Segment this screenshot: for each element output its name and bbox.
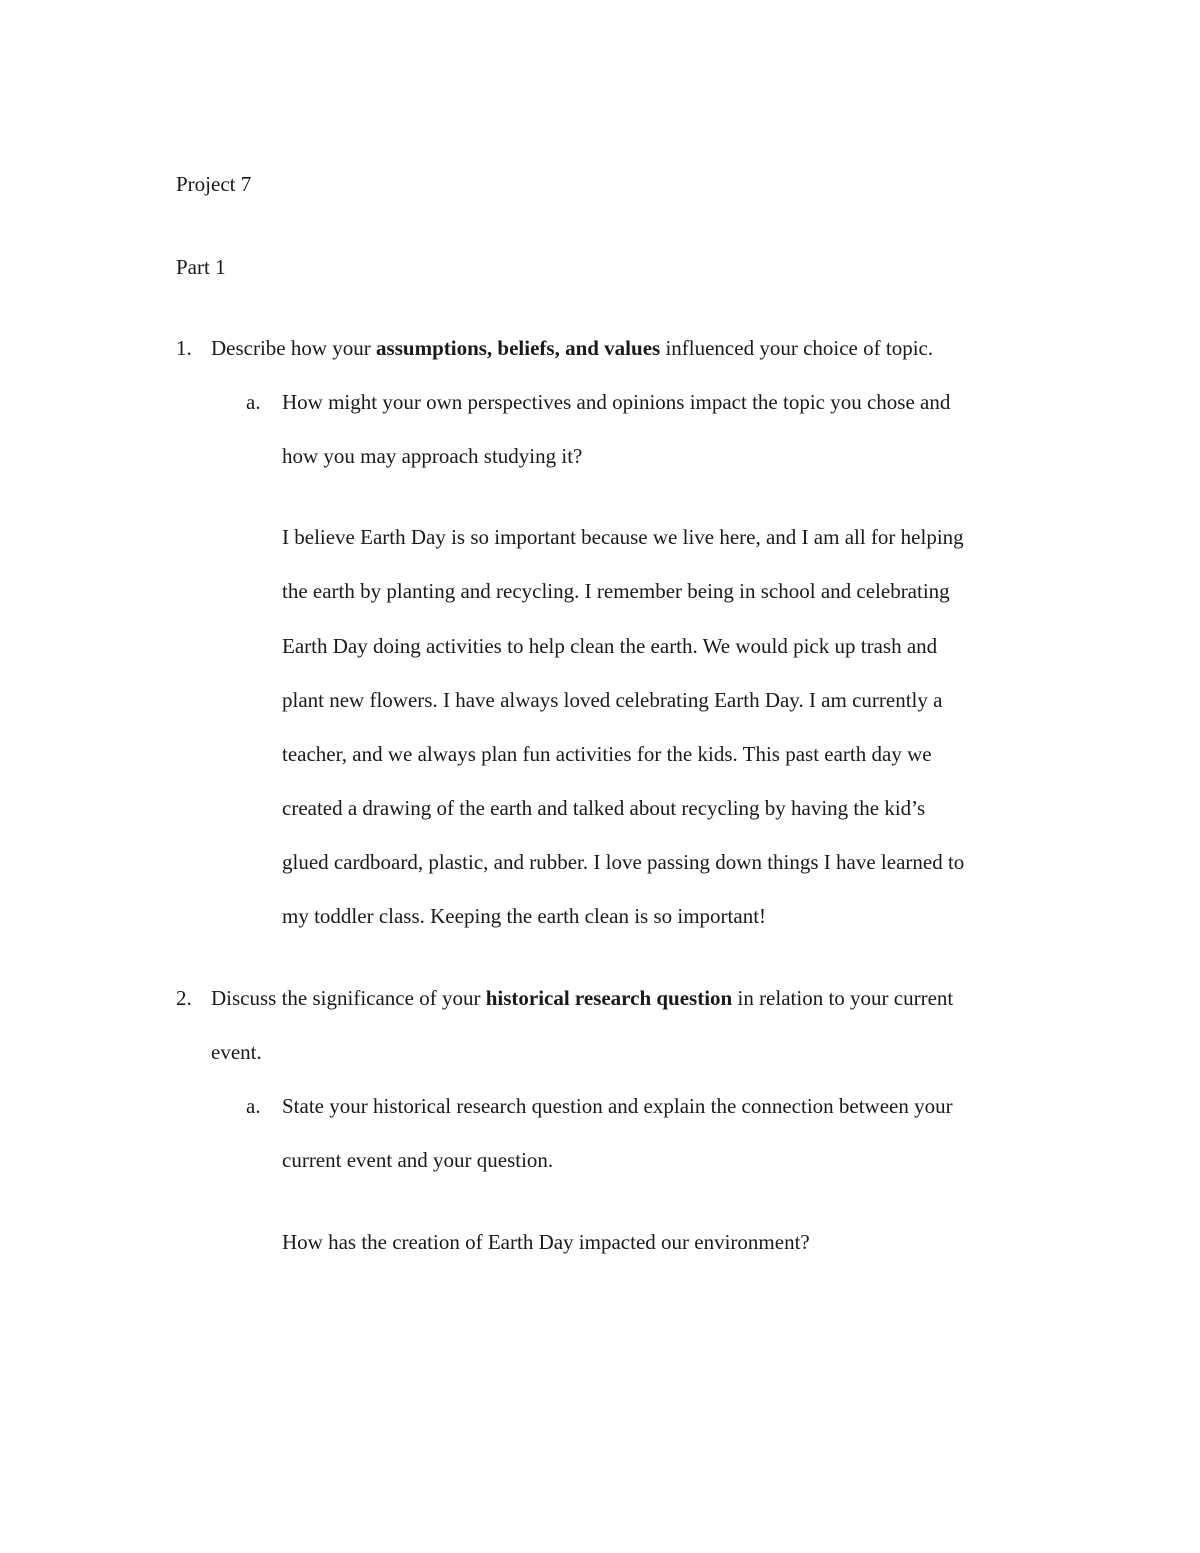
q2-sub-a-line: State your historical research question and explain the connection between your [282,1094,953,1118]
q2-answer-line: How has the creation of Earth Day impacted our environment? [282,1230,810,1254]
section-heading: Part 1 [176,255,226,279]
q1-answer-line: the earth by planting and recycling. I remember being in school and celebrating [282,579,950,603]
q1-text-pre: Describe how your [211,336,377,360]
q1-sub-a-letter: a. [246,390,261,414]
q2-text-pre: Discuss the significance of your [211,986,486,1010]
q2-text-line2: event. [211,1040,262,1064]
q1-text [211,335,933,361]
q2-sub-a-line: current event and your question. [282,1148,554,1172]
q2-number: 2. [176,986,192,1010]
q1-answer-line: Earth Day doing activities to help clean the earth. We would pick up trash and [282,634,938,658]
document-title: Project 7 [176,172,252,196]
q1-answer-line: plant new flowers. I have always loved celebrating Earth Day. I am currently a [282,688,943,712]
q2-text-post: in relation to your current [732,986,954,1010]
q1-text-bold: assumptions, beliefs, and values [376,336,661,360]
q2-sub-a-letter: a. [246,1094,261,1118]
q2-text-bold: historical research question [485,986,733,1010]
q2-text [211,985,953,1011]
q1-answer-line: I believe Earth Day is so important because we live here, and I am all for helping [282,525,964,549]
q1-answer-line: my toddler class. Keeping the earth clean is so important! [282,904,767,928]
q1-sub-a-line: How might your own perspectives and opinions impact the topic you chose and [282,390,951,414]
q1-sub-a-line: how you may approach studying it? [282,444,583,468]
q1-text-post: influenced your choice of topic. [660,336,934,360]
q1-number: 1. [176,336,192,360]
q1-answer-line: teacher, and we always plan fun activities for the kids. This past earth day we [282,742,932,766]
q1-answer-line: glued cardboard, plastic, and rubber. I love passing down things I have learned to [282,850,965,874]
q1-answer-line: created a drawing of the earth and talked about recycling by having the kid’s [282,796,926,820]
